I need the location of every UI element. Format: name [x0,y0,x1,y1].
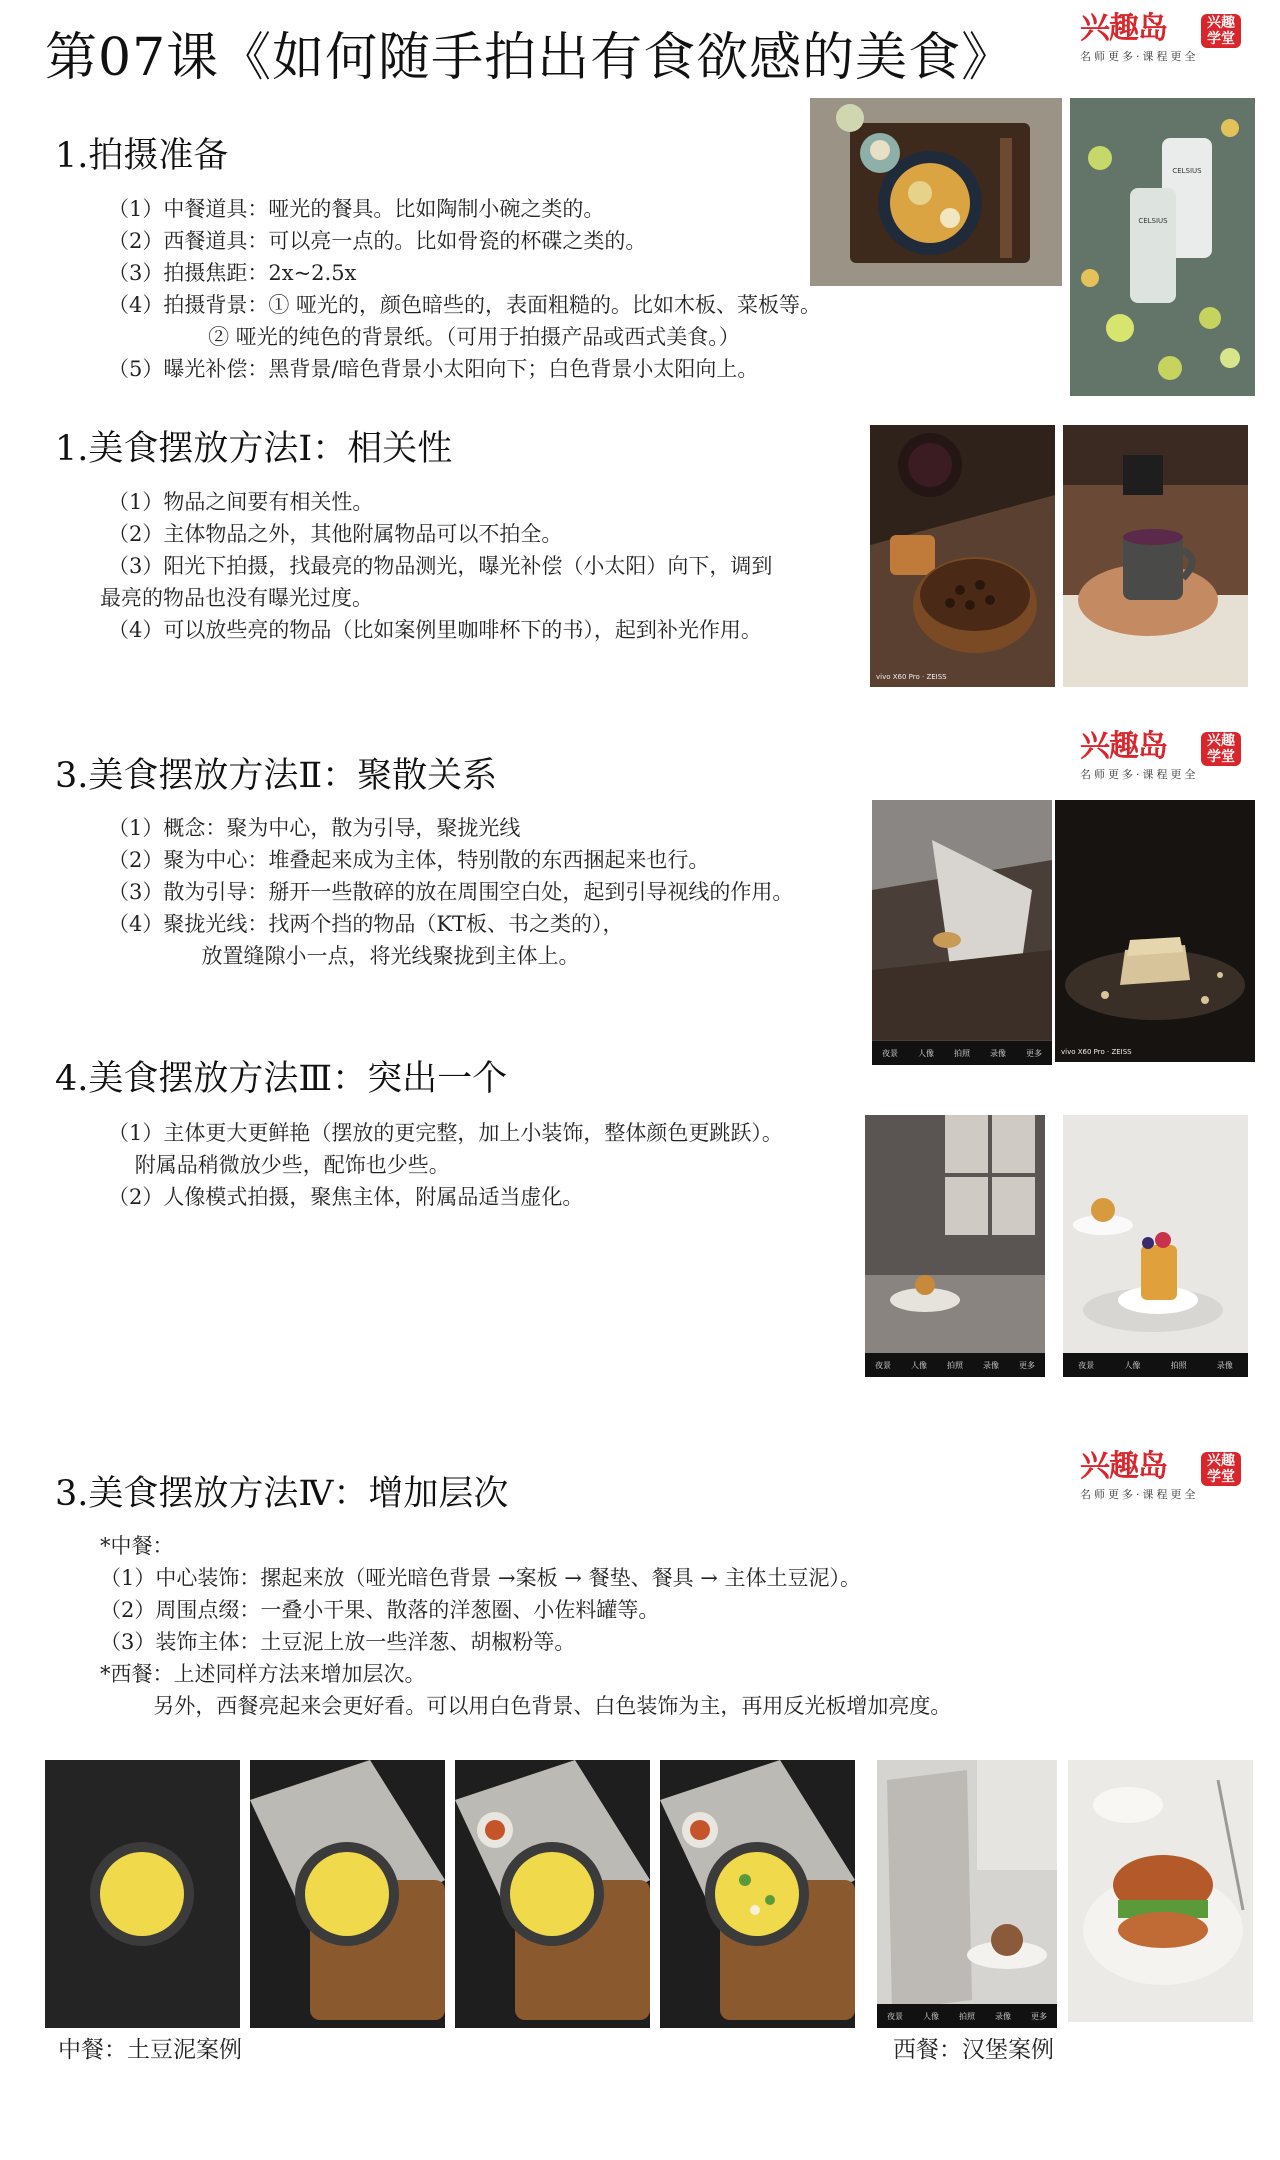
body-line: *西餐：上述同样方法来增加层次。 [100,1662,426,1686]
photo-potato-step-3 [455,1760,650,2028]
camera-mode: 夜景 [887,2011,903,2021]
body-line: （1）概念：聚为中心，散为引导，聚拢光线 [108,816,521,840]
section-body [100,486,773,646]
photo-waffle-tower [1063,1115,1248,1377]
camera-mode: 拍照 [1170,1360,1187,1370]
camera-mode-bar [1063,1353,1248,1377]
camera-mode: 录像 [1216,1360,1233,1370]
body-line: （2）聚为中心：堆叠起来成为主体，特别散的东西捆起来也行。 [108,848,710,872]
brand-logo [1080,1450,1240,1500]
body-line: 最亮的物品也没有曝光过度。 [100,586,373,610]
logo-badge: 兴趣 学堂 [1201,14,1241,48]
body-line: （1）主体更大更鲜艳（摆放的更完整，加上小装饰，整体颜色更跳跃）。 [108,1121,783,1145]
camera-mode: 拍照 [954,1048,970,1058]
section-body [108,812,793,972]
logo-badge: 兴趣 学堂 [1201,732,1241,766]
body-line: *中餐： [100,1534,174,1558]
camera-mode: 夜景 [875,1360,891,1370]
photo-stacked-crackers [1055,800,1255,1062]
section-heading: 3.美食摆放方法Ⅱ：聚散关系 [55,756,498,796]
body-line: （2）人像模式拍摄，聚焦主体，附属品适当虚化。 [108,1185,584,1209]
camera-mode-bar [872,1041,1052,1065]
camera-mode: 拍照 [959,2011,975,2021]
section-body [108,193,821,385]
camera-mode: 人像 [923,2011,939,2021]
camera-mode: 夜景 [1078,1360,1095,1370]
can-brand-label: CELSIUS [1172,167,1202,175]
body-line: （5）曝光补偿：黑背景/暗色背景小太阳向下；白色背景小太阳向上。 [108,357,759,381]
photo-coffee-cup [1063,425,1248,687]
section-heading: 3.美食摆放方法Ⅳ：增加层次 [55,1474,509,1514]
camera-mode: 录像 [995,2011,1011,2021]
section-heading: 1.美食摆放方法Ⅰ：相关性 [55,429,453,469]
camera-mode: 人像 [911,1360,927,1370]
logo-text: 兴趣岛 [1080,1449,1167,1484]
photo-window-setup [865,1115,1045,1377]
caption-western-case: 西餐：汉堡案例 [893,2037,1054,2063]
body-line: 附属品稍微放少些，配饰也少些。 [108,1153,450,1177]
camera-watermark: vivo X60 Pro · ZEISS [876,673,947,681]
body-line: （4）聚拢光线：找两个挡的物品（KT板、书之类的）， [108,912,624,936]
brand-logo [1080,12,1240,62]
body-line: （3）拍摄焦距：2x~2.5x [108,261,357,285]
caption-chinese-case: 中餐：土豆泥案例 [58,2037,242,2063]
body-line: ② 哑光的纯色的背景纸。（可用于拍摄产品或西式美食。） [108,325,740,349]
logo-text: 兴趣岛 [1080,729,1167,764]
logo-badge: 兴趣 学堂 [1201,1452,1241,1486]
camera-mode: 拍照 [947,1360,963,1370]
section-heading: 4.美食摆放方法Ⅲ：突出一个 [55,1059,508,1099]
photo-potato-step-4 [660,1760,855,2028]
photo-potato-step-2 [250,1760,445,2028]
brand-logo [1080,730,1240,780]
camera-mode-bar [865,1353,1045,1377]
body-line: （3）装饰主体：土豆泥上放一些洋葱、胡椒粉等。 [100,1630,576,1654]
body-line: （4）可以放些亮的物品（比如案例里咖啡杯下的书），起到补光作用。 [108,618,762,642]
logo-subtitle: 名师更多·课程更全 [1080,1488,1199,1501]
logo-subtitle: 名师更多·课程更全 [1080,768,1199,781]
body-line: （1）物品之间要有相关性。 [108,490,374,514]
photo-light-setup [872,800,1052,1065]
camera-mode: 录像 [990,1048,1006,1058]
page-title: 第07课《如何随手拍出有食欲感的美食》 [45,28,1015,88]
camera-mode-bar [877,2004,1057,2028]
body-line: （1）中餐道具：哑光的餐具。比如陶制小碗之类的。 [108,197,605,221]
body-line: （1）中心装饰：摞起来放（哑光暗色背景 →案板 → 餐垫、餐具 → 主体土豆泥）。 [100,1566,862,1590]
photo-coffee-beans [870,425,1055,687]
camera-watermark: vivo X60 Pro · ZEISS [1061,1048,1132,1056]
logo-text: 兴趣岛 [1080,11,1167,46]
body-line: （2）主体物品之外，其他附属物品可以不拍全。 [108,522,563,546]
body-line: （4）拍摄背景：① 哑光的，颜色暗些的，表面粗糙的。比如木板、菜板等。 [108,293,822,317]
photo-drink-cans [1070,98,1255,396]
photo-burger-closeup [1068,1760,1253,2022]
photo-potato-step-1 [45,1760,240,2028]
section-body [108,1117,783,1213]
section-body [100,1530,951,1722]
camera-mode: 更多 [1026,1048,1042,1058]
camera-mode: 夜景 [882,1048,898,1058]
photo-burger-setup [877,1760,1057,2028]
camera-mode: 录像 [983,1360,999,1370]
can-brand-label: CELSIUS [1138,217,1168,225]
camera-mode: 更多 [1031,2011,1047,2021]
body-line: （3）散为引导：掰开一些散碎的放在周围空白处，起到引导视线的作用。 [108,880,794,904]
logo-subtitle: 名师更多·课程更全 [1080,50,1199,63]
camera-mode: 更多 [1019,1360,1035,1370]
section-heading: 1.拍摄准备 [55,136,229,176]
body-line: （2）西餐道具：可以亮一点的。比如骨瓷的杯碟之类的。 [108,229,647,253]
body-line: 放置缝隙小一点，将光线聚拢到主体上。 [108,944,580,968]
photo-bowl-on-board [810,98,1062,286]
body-line: 另外，西餐亮起来会更好看。可以用白色背景、白色装饰为主，再用反光板增加亮度。 [100,1694,952,1718]
body-line: （3）阳光下拍摄，找最亮的物品测光，曝光补偿（小太阳）向下，调到 [108,554,773,578]
camera-mode: 人像 [1124,1360,1141,1370]
camera-mode: 人像 [918,1048,934,1058]
body-line: （2）周围点缀：一叠小干果、散落的洋葱圈、小佐料罐等。 [100,1598,660,1622]
